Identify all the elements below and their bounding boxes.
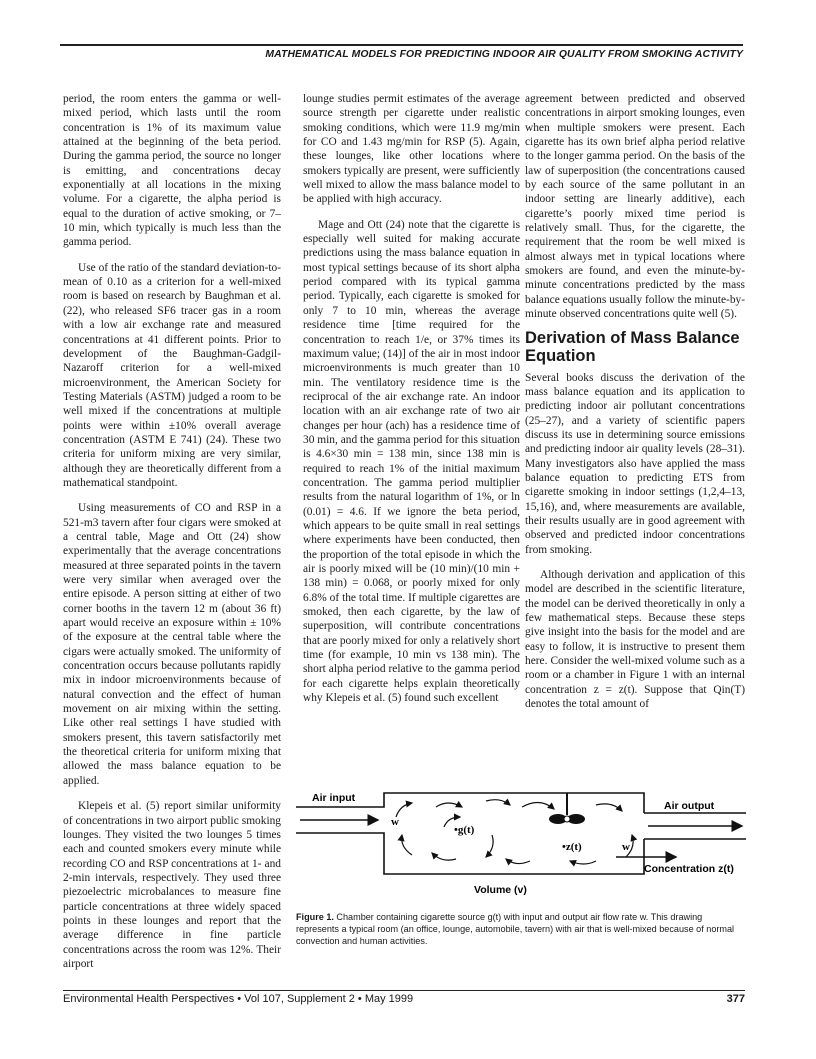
paragraph: agreement between predicted and observed concentrations in airport smoking lounges, even when multiple smokers were present. Each cigarette has its own brief alpha period relative to the longer gamma period. On the basis of the law of superposition (the concentrations caused by each source of the same pollutant in an indoor setting are linearly additive), each cigarette’s poorly mixed time period is relatively small. Thus, for the cigarette, the requirement that the room be well mixed is almost always met in typical locations where smokers are found, and even the minute-by-minute concentrations predicted by the mass balance equations usually follow the minute-by-minute observed concentrations quite well (5). (525, 93, 745, 321)
paragraph: Use of the ratio of the standard deviation-to-mean of 0.10 as a criterion for a well-mixed room is based on research by Baughman et al. (22), who released SF6 tracer gas in a room with a low air exchange rate and measured concentrations at 41 different points. Prior to development of the Baughman-Gadgil-Nazaroff criterion for a well-mixed microenvironment, the American Society for Testing Materials (ASTM) judged a room to be well mixed if the concentrations at multiple points were within ±10% overall average concentration (ASTM E 741) (24). These two criteria for uniform mixing are very similar, although they are theoretically different from a mathematical standpoint. (63, 261, 281, 489)
flow-arrow (506, 859, 530, 864)
page-footer (63, 990, 745, 1005)
flow-arrow (486, 800, 510, 805)
section-heading: Derivation of Mass Balance Equation (525, 328, 740, 365)
concentration-label: Concentration z(t) (644, 863, 734, 875)
figure-caption (296, 912, 746, 947)
text-column-1 (63, 92, 281, 971)
flow-arrow (486, 835, 493, 857)
paragraph: Using measurements of CO and RSP in a 521-m3 tavern after four cigars were smoked at a central table, Mage and Ott (24) show experimentally that the average concentrations measured at three separated points in the tavern were very similar when averaged over the entire episode. A person sitting at either of two corner booths in the tavern 12 m (about 36 ft) apart would receive an exposure within ± 10% of the exposure at the central table where the cigars were actually smoked. The uniformity of concentration occurs because pollutants rapidly mix in indoor microenvironments because of natural convection and the effect of human movement on air mixing within the setting. Like other real settings I have studied with smokers present, this tavern satisfactorily met the theoretical criteria for uniform mixing that allowed the mass balance equation to be applied. (63, 502, 281, 787)
volume-label: Volume (v) (474, 884, 527, 896)
flow-arrow (396, 803, 412, 817)
chamber-wall (296, 833, 644, 874)
paragraph: period, the room enters the gamma or well-mixed period, which lasts until the room concentration is 1% of its maximum value attained at the beginning of the beta period. During the gamma period, the source no longer is emitting, and concentrations decay exponentially at all locations in the mixing volume. For a cigarette, the alpha period is equal to the duration of active smoking, or 7–10 min, which typically is much less than the gamma period. (63, 93, 281, 249)
air-input-label: Air input (312, 792, 356, 804)
flow-arrow (436, 803, 462, 807)
flow-arrow (570, 861, 596, 864)
running-title: MATHEMATICAL MODELS FOR PREDICTING INDOOR AIR QUALITY FROM SMOKING ACTIVITY (60, 44, 743, 60)
source-label: •g(t) (454, 824, 475, 836)
figure-1-chamber-diagram (296, 787, 746, 902)
flow-arrow (432, 853, 456, 860)
text-column-3 (525, 92, 745, 711)
caption-label: Figure 1. (296, 912, 334, 922)
flow-arrow (522, 802, 554, 809)
w-output-label: w (622, 841, 630, 853)
w-input-label: w (391, 816, 399, 828)
journal-citation: Environmental Health Perspectives • Vol 107, Supplement 2 • May 1999 (63, 993, 414, 1005)
air-output-label: Air output (664, 800, 715, 812)
paragraph: Klepeis et al. (5) report similar uniformity of concentrations in two airport public smoking lounges. They visited the two lounges 5 times each and counted smokers every minute while recording CO and RSP concentrations at 1- and 2-min intervals, respectively. They used three piezoelectric microbalances to measure fine particle concentrations at three widely spaced points in these lounges and report that the average difference in fine particle concentrations across the room was 12%. Their airport (63, 800, 281, 970)
paragraph: Several books discuss the derivation of the mass balance equation and its application to predicting indoor air pollutant concentrations (25–27), and a variety of scientific papers discuss its use in determining source emissions and predicting indoor air quality levels (28–31). Many investigators also have applied the mass balance equation to predicting ETS from cigarette smoking in indoor settings (1,2,4–13, 15,16), and, where measurements are available, their results usually are in good agreement with observed and predicted indoor concentrations from smoking. (525, 371, 745, 556)
paragraph: Although derivation and application of this model are described in the scientific literature, the model can be derived theoretically in only a few mathematical steps. Because these steps give insight into the basis for the model and are easy to follow, it is instructive to present them here. Consider the well-mixed volume such as a room or a chamber in Figure 1 with an internal concentration z = z(t). Suppose that Qin(T) denotes the total amount of (525, 568, 745, 711)
internal-concentration-label: •z(t) (562, 841, 582, 853)
text-column-2 (303, 92, 520, 705)
caption-text: Chamber containing cigarette source g(t) with input and output air flow rate w. This drawing represents a typical room (an office, lounge, automobile, tavern) with air that is well-mixed because of normal convection and human activities. (296, 912, 735, 946)
flow-arrow (402, 835, 412, 855)
flow-arrow (596, 804, 622, 811)
mixing-fan-icon (549, 793, 585, 824)
page-number: 377 (726, 993, 745, 1005)
paragraph: Mage and Ott (24) note that the cigarette is especially well suited for making accurate predictions using the mass balance equation in most typical settings because of its short alpha period compared with its typical gamma period. Typically, each cigarette is smoked for only 7 to 10 min, whereas the average residence time [time required for the concentration to reach 1/e, or 37% times its maximum value; (14)] of the air in most indoor microenvironments is much greater than 10 min. The ventilatory residence time is the reciprocal of the air exchange rate. An indoor location with an air exchange rate of two air changes per hour (ach) has a residence time of 30 min, and the gamma period for this situation is 4.6×30 min = 138 min, since 138 min is required to reach 1% of the initial maximum concentration. The gamma period multiplier results from the natural logarithm of 1%, or ln (0.01) = 4.6. If we ignore the beta period, which appears to be quite small in real settings where experiments have been conducted, then the proportion of the total episode in which the air is poorly mixed will be (10 min)/(10 min + 138 min) = 0.068, or poorly mixed for only 6.8% of the total time. If multiple cigarettes are smoked, then each cigarette, by the law of superposition, will contribute concentrations that are poorly mixed for only a relatively short time (for example, 10 min vs 138 min). The short alpha period relative to the gamma period for each cigarette helps explain theoretically why Klepeis et al. (5) found such excellent (303, 218, 520, 705)
paragraph: lounge studies permit estimates of the average source strength per cigarette under realistic smoking conditions, which were 11.9 mg/min for CO and 1.43 mg/min for RSP (5). Again, these lounges, like other locations where smokers typically are present, were sufficiently well mixed to allow the mass balance model to be applied with high accuracy. (303, 93, 520, 206)
